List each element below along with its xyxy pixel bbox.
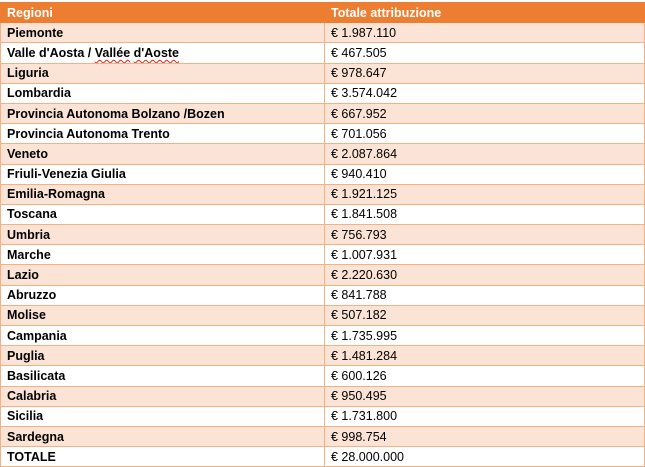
table-row xyxy=(1,184,645,204)
region-total: € 978.647 xyxy=(325,63,645,83)
table-row xyxy=(1,63,645,83)
region-name: Provincia Autonoma Bolzano /Bozen xyxy=(1,103,325,123)
total-value: € 28.000.000 xyxy=(325,447,645,467)
region-total: € 940.410 xyxy=(325,164,645,184)
table-row xyxy=(1,23,645,43)
region-name: Marche xyxy=(1,245,325,265)
table-row xyxy=(1,386,645,406)
region-name: Sicilia xyxy=(1,406,325,426)
region-total: € 756.793 xyxy=(325,225,645,245)
region-total: € 998.754 xyxy=(325,426,645,446)
header-regioni: Regioni xyxy=(1,3,325,23)
region-name: Liguria xyxy=(1,63,325,83)
table-row xyxy=(1,245,645,265)
table-row xyxy=(1,225,645,245)
table-row xyxy=(1,204,645,224)
region-name: Lombardia xyxy=(1,83,325,103)
region-total: € 600.126 xyxy=(325,366,645,386)
region-name: Emilia-Romagna xyxy=(1,184,325,204)
spellcheck-word: d'Aoste xyxy=(133,45,180,60)
region-total: € 2.087.864 xyxy=(325,144,645,164)
region-total: € 507.182 xyxy=(325,305,645,325)
table-row xyxy=(1,305,645,325)
region-total: € 1.731.800 xyxy=(325,406,645,426)
region-total: € 701.056 xyxy=(325,124,645,144)
region-total: € 1.987.110 xyxy=(325,23,645,43)
table-row xyxy=(1,43,645,63)
region-name: Abruzzo xyxy=(1,285,325,305)
table-row xyxy=(1,406,645,426)
region-name: Friuli-Venezia Giulia xyxy=(1,164,325,184)
total-label: TOTALE xyxy=(1,447,325,467)
region-total: € 841.788 xyxy=(325,285,645,305)
region-total: € 1.007.931 xyxy=(325,245,645,265)
region-total: € 950.495 xyxy=(325,386,645,406)
table-row xyxy=(1,426,645,446)
region-name: Toscana xyxy=(1,204,325,224)
region-total: € 467.505 xyxy=(325,43,645,63)
region-total: € 3.574.042 xyxy=(325,83,645,103)
region-total: € 1.921.125 xyxy=(325,184,645,204)
region-total: € 1.481.284 xyxy=(325,346,645,366)
table-row xyxy=(1,83,645,103)
region-name: Piemonte xyxy=(1,23,325,43)
table-row xyxy=(1,346,645,366)
region-name-part: Valle d'Aosta / xyxy=(7,45,95,60)
header-row xyxy=(1,3,645,23)
region-total: € 2.220.630 xyxy=(325,265,645,285)
region-name xyxy=(1,43,325,63)
table-row xyxy=(1,164,645,184)
total-row xyxy=(1,447,645,467)
table-row xyxy=(1,326,645,346)
region-name: Provincia Autonoma Trento xyxy=(1,124,325,144)
header-totale-attribuzione: Totale attribuzione xyxy=(325,3,645,23)
region-name: Molise xyxy=(1,305,325,325)
spellcheck-word: Vallée xyxy=(94,45,131,60)
region-name: Lazio xyxy=(1,265,325,285)
region-name: Umbria xyxy=(1,225,325,245)
region-total: € 1.841.508 xyxy=(325,204,645,224)
region-name: Calabria xyxy=(1,386,325,406)
region-name: Campania xyxy=(1,326,325,346)
table-row xyxy=(1,366,645,386)
table-row xyxy=(1,124,645,144)
region-name: Veneto xyxy=(1,144,325,164)
table-row xyxy=(1,144,645,164)
region-name: Basilicata xyxy=(1,366,325,386)
table-row xyxy=(1,285,645,305)
regional-allocation-table xyxy=(0,2,645,467)
region-name: Sardegna xyxy=(1,426,325,446)
region-total: € 667.952 xyxy=(325,103,645,123)
table-row xyxy=(1,103,645,123)
table-row xyxy=(1,265,645,285)
region-name: Puglia xyxy=(1,346,325,366)
region-total: € 1.735.995 xyxy=(325,326,645,346)
